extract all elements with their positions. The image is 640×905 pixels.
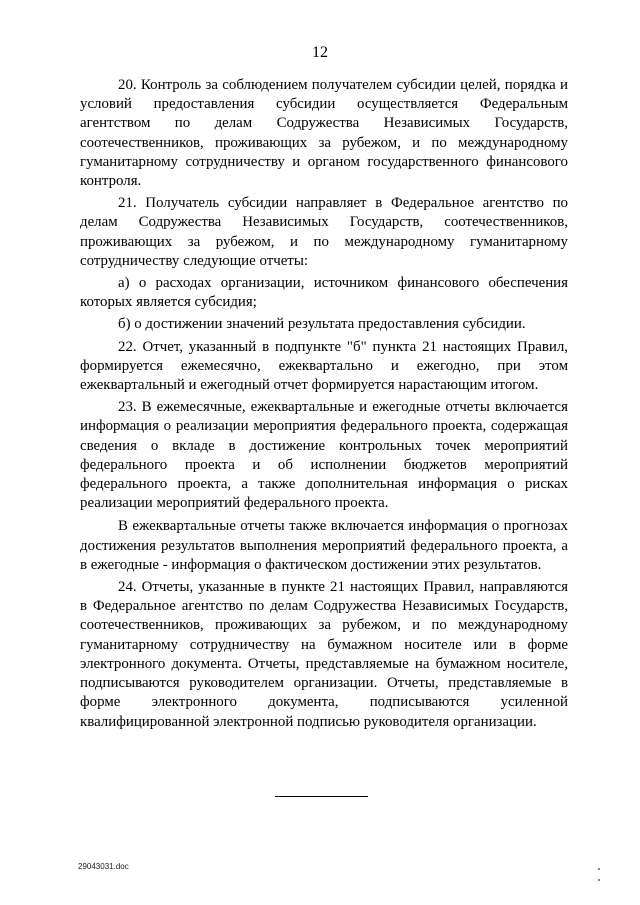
paragraph-24: 24. Отчеты, указанные в пункте 21 настоящих Правил, направляются в Федеральное агентство по делам Содружества Независимых Государств, соотечественников, проживающих за рубежом, и по международному гуманитарному сотрудничеству на бумажном носителе или в форме электронного документа. Отчеты, представляемые на бумажном носителе, подписываются руководителем организации. Отчеты, представляемые в форме электронного документа, подписываются усиленной квалифицированной электронной подписью руководителя организации. [80,579,568,730]
footer-file-code: 29043031.doc [78,862,129,871]
scan-mark [598,879,600,881]
paragraph-20: 20. Контроль за соблюдением получателем субсидии целей, порядка и условий предоставления субсидии осуществляется Федеральным агентством по делам Содружества Независимых Государств, соотечественников, проживающих за рубежом, и по международному гуманитарному сотрудничеству и органом государственного финансового контроля. [80,77,568,190]
scan-mark [598,868,600,870]
paragraph-23: 23. В ежемесячные, ежеквартальные и ежегодные отчеты включается информация о реализации мероприятия федерального проекта, содержащая сведения о вкладе в достижение контрольных точек мероприятий федерального проекта и об исполнении бюджетов мероприятий федерального проекта, а также дополнительная информация о рисках реализации мероприятий федерального проекта. [80,399,568,512]
paragraph-22: 22. Отчет, указанный в подпункте "б" пункта 21 настоящих Правил, формируется ежемесячно, ежеквартально и ежегодно, при этом ежеквартальный и ежегодный отчет формируется нарастающим итогом. [80,338,568,394]
paragraph-21: 21. Получатель субсидии направляет в Федеральное агентство по делам Содружества Независимых Государств, соотечественников, проживающих за рубежом, и по международному гуманитарному сотрудничеству следующие отчеты: [80,195,568,269]
paragraph-23-quarterly: В ежеквартальные отчеты также включается информация о прогнозах достижения результатов выполнения мероприятий федерального проекта, а в ежегодные - информация о фактическом достижении этих результатов. [80,518,568,573]
paragraph-21-a: а) о расходах организации, источником финансового обеспечения которых является субсидия; [80,275,568,311]
paragraph-21-b: б) о достижении значений результата предоставления субсидии. [118,316,526,333]
document-body [80,76,568,732]
end-divider [275,796,368,797]
page-number: 12 [312,44,328,61]
